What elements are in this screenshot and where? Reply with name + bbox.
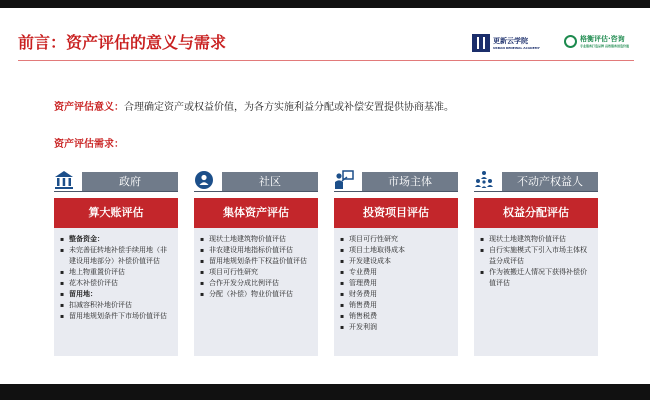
column-rights-holders [474,168,598,356]
column-heading: 投资项目评估 [334,198,458,228]
list-item: ▪ 留用地： [60,289,172,300]
list-item: ▪ 非农建设用地指标价值评估 [200,245,312,256]
list-item: ▪ 留用地规划条件下市场价值评估 [60,311,172,322]
column-government [54,168,178,356]
community-icon [194,170,214,190]
people-icon [474,170,494,190]
list-item: ▪ 作为被搬迁人情况下获得补偿价值评估 [480,267,592,289]
column-heading: 算大账评估 [54,198,178,228]
list-item: ▪ 整备资金： [60,234,172,245]
meaning-line [54,98,454,113]
list-item: ▪ 管理费用 [340,278,452,289]
top-black-band [0,0,650,8]
list-item: ▪ 扣减容积补地价评估 [60,300,172,311]
appraisal-logo-name: 格衡评估·咨询 [580,35,625,43]
title-divider [18,60,634,61]
list-item: ▪ 留用地规划条件下权益价值评估 [200,256,312,267]
academy-logo-subtitle: URBAN RENEWAL ACADEMY [493,46,540,50]
list-item: ▪ 销售税费 [340,311,452,322]
tab-rights-holders: 不动产权益人 [502,172,598,191]
column-body [54,228,178,356]
academy-logo-name: 更新云学院 [493,37,528,45]
column-community [194,168,318,356]
bank-icon [54,170,74,190]
slide-title: 前言：资产评估的意义与需求 [18,33,227,52]
list-item: ▪ 现状土地建筑物价值评估 [200,234,312,245]
column-market [334,168,458,356]
academy-logo [472,34,540,52]
appraisal-logo-subtitle: 专业服务打造品牌 高效服务创造价值 [580,44,630,48]
slide [10,8,640,382]
list-item: ▪ 项目可行性研究 [340,234,452,245]
meaning-label: 资产评估意义： [54,102,124,113]
list-item: ▪ 开发利润 [340,322,452,333]
tab-market: 市场主体 [362,172,458,191]
appraisal-logo-icon [564,35,577,48]
column-body [474,228,598,356]
list-item: ▪ 现状土地建筑物价值评估 [480,234,592,245]
column-heading: 集体资产评估 [194,198,318,228]
column-heading: 权益分配评估 [474,198,598,228]
list-item: ▪ 自行实施模式下引入市场主体权益分成评估 [480,245,592,267]
list-item: ▪ 合作开发分成比例评估 [200,278,312,289]
bottom-black-band [0,384,650,400]
column-body [194,228,318,356]
meaning-text: 合理确定资产或权益价值，为各方实施利益分配或补偿安置提供协商基准。 [124,102,454,113]
presenter-icon [334,170,354,190]
list-item: ▪ 开发建设成本 [340,256,452,267]
list-item: ▪ 专业费用 [340,267,452,278]
list-item: ▪ 项目可行性研究 [200,267,312,278]
appraisal-logo [564,34,629,48]
list-item: ▪ 财务费用 [340,289,452,300]
tab-community: 社区 [222,172,318,191]
tab-government: 政府 [82,172,178,191]
list-item: ▪ 未完善征转地补偿手续用地（非建设用地部分）补偿价值评估 [60,245,172,267]
list-item: ▪ 项目土地取得成本 [340,245,452,256]
list-item: ▪ 花木补偿价评估 [60,278,172,289]
list-item: ▪ 分配（补偿）物业价值评估 [200,289,312,300]
academy-logo-icon [472,34,490,52]
list-item: ▪ 地上物重置价评估 [60,267,172,278]
column-body [334,228,458,356]
list-item: ▪ 销售费用 [340,300,452,311]
needs-label: 资产评估需求： [54,139,124,150]
